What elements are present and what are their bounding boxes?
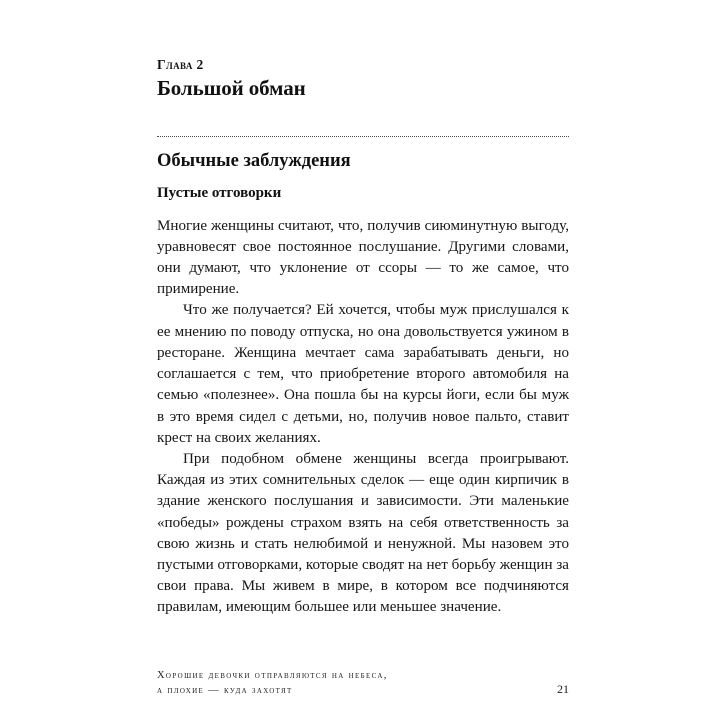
section-heading: Обычные заблуждения bbox=[157, 151, 351, 172]
page-footer bbox=[157, 668, 569, 698]
chapter-label: Глава 2 bbox=[157, 57, 204, 72]
chapter-header bbox=[157, 0, 569, 101]
paragraph: Что же получается? Ей хочется, чтобы муж прислушался к ее мнению по поводу отпуска, но она довольствуется ужином в ресторане. Женщина мечтает сама зарабатывать деньги, но соглашается с тем, что приобретение второго автомобиля на семью «полезнее». Она пошла бы на курсы йоги, если бы муж в это время сидел с детьми, но, получив новое пальто, ставит крест на своих желаниях. bbox=[157, 302, 569, 446]
chapter-title: Большой обман bbox=[157, 75, 306, 100]
footer-title-line-2: а плохие — куда захотят bbox=[157, 685, 293, 696]
dotted-divider bbox=[157, 136, 569, 138]
body-text bbox=[157, 216, 569, 619]
page-content bbox=[157, 0, 569, 619]
footer-book-title bbox=[157, 668, 388, 698]
paragraph: При подобном обмене женщины всегда проигрывают. Каждая из этих сомнительных сделок — еще один кирпичик в здание женского послушания и зависимости. Эти маленькие «победы» рождены страхом взять на себя ответственность за свою жизнь и стать нелюбимой и ненужной. Мы назовем это пустыми отговорками, которые сводят на нет борьбу женщин за свои права. Мы живем в мире, в котором все подчиняются правилам, имеющим большее или меньшее значение. bbox=[157, 450, 569, 616]
footer-title-line-1: Хорошие девочки отправляются на небеса, bbox=[157, 670, 388, 681]
paragraph: Многие женщины считают, что, получив сиюминутную выгоду, уравновесят свое постоянное послушание. Другими словами, они думают, что уклонение от ссоры — то же самое, что примирение. bbox=[157, 217, 569, 298]
subsection-heading: Пустые отговорки bbox=[157, 184, 282, 201]
page-number: 21 bbox=[557, 682, 569, 696]
